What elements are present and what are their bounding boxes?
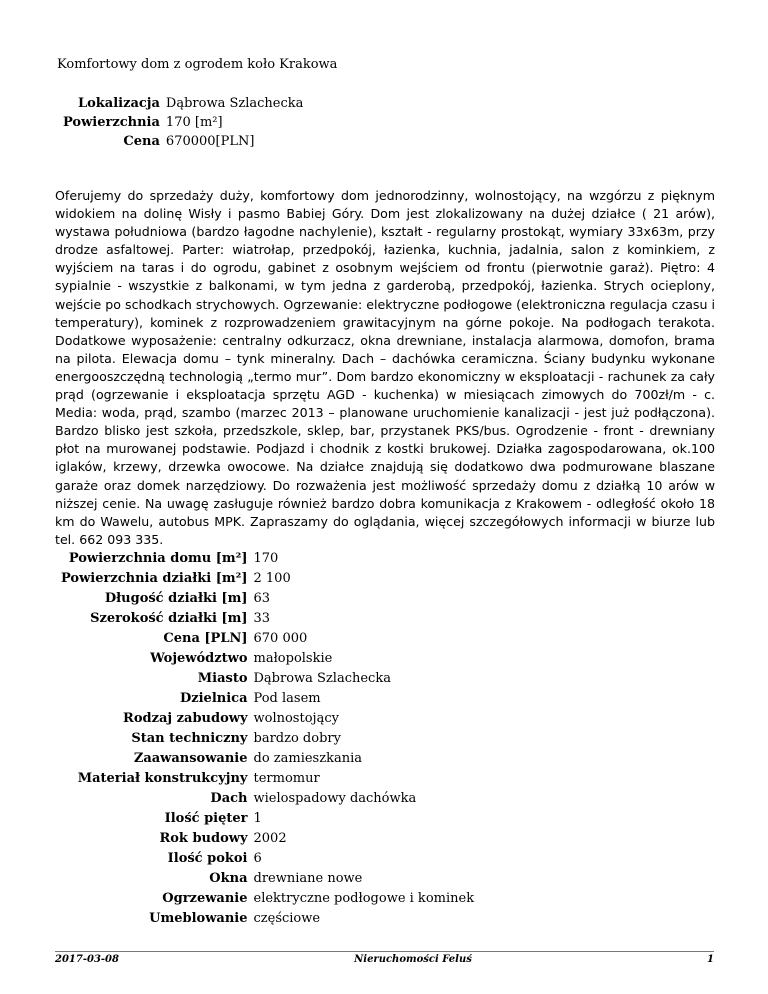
details-value: wielospadowy dachówka	[253, 791, 417, 806]
summary-row-location	[60, 94, 306, 113]
footer-page-number: 1	[707, 954, 714, 965]
summary-value: 170 [m²]	[165, 115, 223, 130]
summary-label: Cena	[123, 134, 160, 149]
details-label: Powierzchnia działki [m²]	[61, 571, 248, 586]
details-label: Cena [PLN]	[163, 631, 248, 646]
details-value: 1	[253, 811, 262, 826]
footer-company: Nieruchomości Feluś	[354, 954, 472, 965]
details-label: Ilość pięter	[164, 811, 248, 826]
details-row	[58, 749, 477, 769]
details-value: wolnostojący	[253, 711, 339, 726]
details-row	[58, 629, 477, 649]
details-label: Umeblowanie	[149, 911, 248, 926]
details-row	[58, 769, 477, 789]
details-row	[58, 829, 477, 849]
details-value: do zamieszkania	[253, 751, 362, 766]
details-value: 670 000	[253, 631, 308, 646]
details-label: Zaawansowanie	[133, 751, 248, 766]
summary-label: Powierzchnia	[63, 115, 160, 130]
details-row	[58, 789, 477, 809]
details-value: 2 100	[253, 571, 291, 586]
details-label: Miasto	[197, 671, 248, 686]
summary-value: 670000[PLN]	[165, 134, 255, 149]
summary-row-area	[60, 113, 306, 132]
details-label: Okna	[209, 871, 248, 886]
details-label: Długość działki [m]	[104, 591, 248, 606]
details-row	[58, 909, 477, 929]
details-value: termomur	[253, 771, 320, 786]
details-label: Rok budowy	[159, 831, 248, 846]
details-table	[58, 549, 477, 929]
details-row	[58, 709, 477, 729]
details-value: Dąbrowa Szlachecka	[253, 671, 391, 686]
details-row	[58, 669, 477, 689]
details-label: Dzielnica	[179, 691, 248, 706]
details-value: małopolskie	[253, 651, 333, 666]
description-text: Oferujemy do sprzedaży duży, komfortowy dom jednorodzinny, wolnostojący, na wzgórzu z pięknym widokiem na dolinę Wisły i pasmo Babiej Góry. Dom jest zlokalizowany na dużej działce ( 21 arów), wystawa południowa (bardzo łagodne nachylenie), kształt - regularny prostokąt, wymiary 33x63m, przy drodze asfaltowej. Parter: wiatrołap, przedpokój, łazienka, kuchnia, jadalnia, salon z kominkiem, z wyjściem na taras i do ogrodu, gabinet z osobnym wejściem od frontu (pierwotnie garaż). Piętro: 4 sypialnie - wszystkie z balkonami, w tym jedna z garderobą, przedpokój, łazienka. Strych ocieplony, wejście po schodkach strychowych. Ogrzewanie: elektryczne podłogowe (elektroniczna regulacja czasu i temperatury), kominek z rozprowadzeniem grawitacyjnym na górne pokoje. Na podłogach terakota. Dodatkowe wyposażenie: centralny odkurzacz, okna drewniane, instalacja alarmowa, domofon, brama na pilota. Elewacja domu – tynk mineralny. Dach – dachówka ceramiczna. Ściany budynku wykonane energooszczędną technologią „termo mur”. Dom bardzo ekonomiczny w eksploatacji - rachunek za cały prąd (ogrzewanie i eksploatacja sprzętu AGD - kuchenka) w miesiącach zimowych do 700zł/m - c. Media: woda, prąd, szambo (marzec 2013 – planowane uruchomienie kanalizacji - jest już podłączona). Bardzo blisko jest szkoła, przedszkole, sklep, bar, przystanek PKS/bus. Ogrodzenie - front - drewniany płot na murowanej podstawie. Podjazd i chodnik z kostki brukowej. Działka zagospodarowana, ok.100 iglaków, krzewy, drzewka owocowe. Na działce znajdują się dodatkowo dwa podmurowane blaszane garaże oraz domek narzędziowy. Do rozważenia jest możliwość sprzedaży domu z działką 10 arów w niższej cenie. Na uwagę zasługuje również bardzo dobra komunikacja z Krakowem - odległość około 18 km do Wawelu, autobus MPK. Zapraszamy do oglądania, więcej szczegółowych informacji w biurze lub tel. 662 093 335.	[55, 188, 715, 547]
footer-divider	[55, 951, 714, 952]
details-row	[58, 649, 477, 669]
details-row	[58, 589, 477, 609]
details-row	[58, 849, 477, 869]
details-label: Województwo	[150, 651, 248, 666]
details-row	[58, 549, 477, 569]
details-row	[58, 869, 477, 889]
details-value: 33	[253, 611, 271, 626]
details-label: Ilość pokoi	[167, 851, 248, 866]
details-row	[58, 689, 477, 709]
details-label: Szerokość działki [m]	[90, 611, 248, 626]
details-row	[58, 609, 477, 629]
details-value: 63	[253, 591, 271, 606]
details-row	[58, 569, 477, 589]
listing-title: Komfortowy dom z ogrodem koło Krakowa	[57, 57, 338, 72]
details-value: 170	[253, 551, 279, 566]
footer-date: 2017-03-08	[55, 954, 119, 965]
details-label: Dach	[210, 791, 248, 806]
summary-table	[60, 94, 306, 151]
details-label: Stan techniczny	[131, 731, 248, 746]
details-value: 6	[253, 851, 262, 866]
details-label: Materiał konstrukcyjny	[77, 771, 248, 786]
details-label: Rodzaj zabudowy	[123, 711, 248, 726]
summary-row-price	[60, 132, 306, 151]
details-value: 2002	[253, 831, 287, 846]
details-label: Ogrzewanie	[162, 891, 248, 906]
details-value: Pod lasem	[253, 691, 321, 706]
summary-value: Dąbrowa Szlachecka	[165, 96, 304, 111]
details-row	[58, 729, 477, 749]
details-value: częściowe	[253, 911, 321, 926]
details-row	[58, 889, 477, 909]
details-value: bardzo dobry	[253, 731, 341, 746]
details-row	[58, 809, 477, 829]
summary-label: Lokalizacja	[77, 96, 160, 111]
page-footer	[55, 954, 714, 965]
details-label: Powierzchnia domu [m²]	[68, 551, 248, 566]
details-value: elektryczne podłogowe i kominek	[253, 891, 475, 906]
details-value: drewniane nowe	[253, 871, 363, 886]
